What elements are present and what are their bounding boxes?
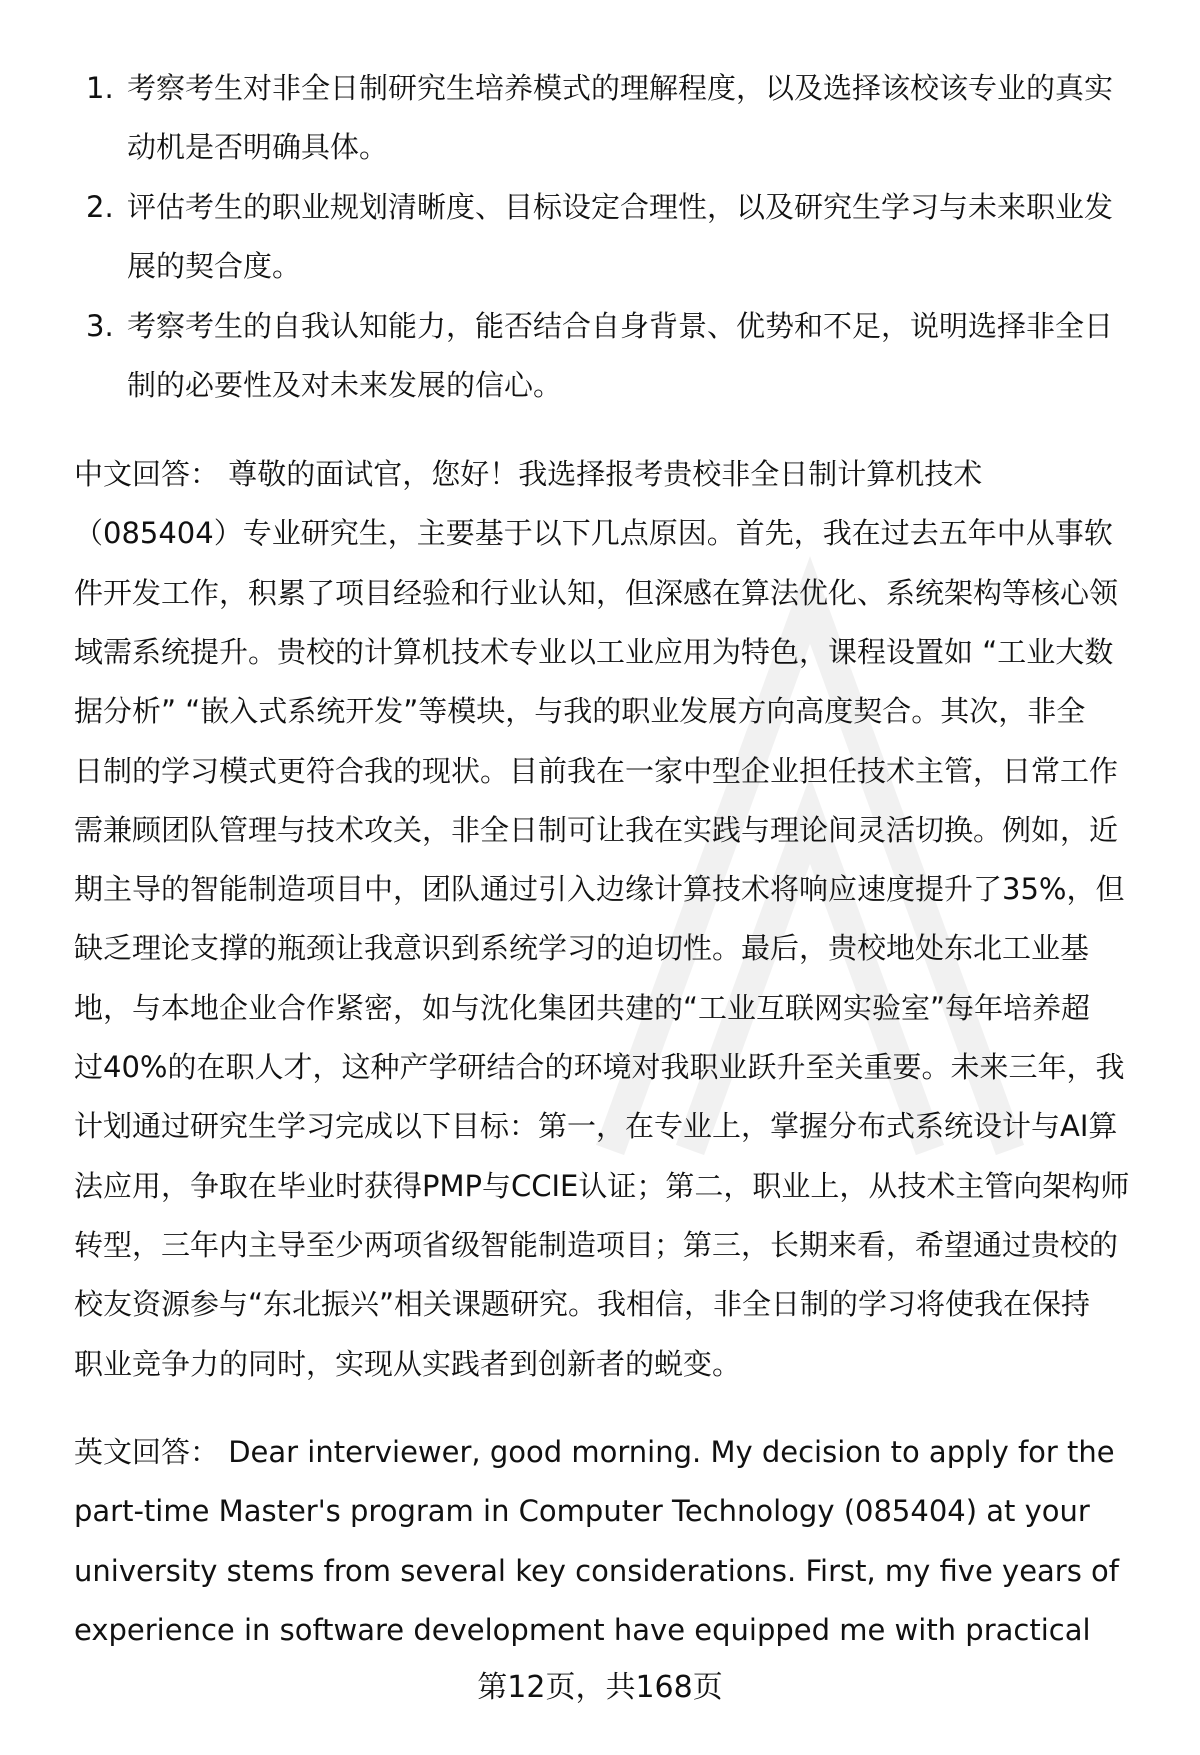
list-item-line: 评估考生的职业规划清晰度、目标设定合理性，以及研究生学习与未来职业发 — [127, 190, 1114, 224]
paragraph-line: 据分析” “嵌入式系统开发”等模块，与我的职业发展方向高度契合。其次，非全 — [74, 694, 1086, 729]
paragraph-line: 转型，三年内主导至少两项省级智能制造项目；第三，长期来看，希望通过贵校的 — [74, 1227, 1119, 1262]
list-item-line: 考察考生的自我认知能力，能否结合自身背景、优势和不足，说明选择非全日 — [127, 309, 1114, 343]
list-item-line: 制的必要性及对未来发展的信心。 — [127, 368, 563, 402]
page-number: 第12页，共168页 — [477, 1670, 723, 1705]
paragraph-line: 件开发工作，积累了项目经验和行业认知，但深感在算法优化、系统架构等核心领 — [74, 575, 1119, 610]
paragraph-line: 英文回答： Dear interviewer, good morning. My decision to apply for the — [74, 1435, 1115, 1469]
list-item-line: 动机是否明确具体。 — [127, 130, 389, 164]
paragraph-line: 缺乏理论支撑的瓶颈让我意识到系统学习的迫切性。最后，贵校地处东北工业基 — [74, 931, 1090, 966]
paragraph-line: （085404）专业研究生，主要基于以下几点原因。首先，我在过去五年中从事软 — [74, 516, 1113, 551]
paragraph-line: part-time Master's program in Computer Technology (085404) at your — [74, 1494, 1090, 1529]
paragraph-line: 期主导的智能制造项目中，团队通过引入边缘计算技术将响应速度提升了35%，但 — [74, 872, 1125, 907]
paragraph-line: 需兼顾团队管理与技术攻关，非全日制可让我在实践与理论间灵活切换。例如，近 — [74, 812, 1119, 847]
paragraph-line: 法应用，争取在毕业时获得PMP与CCIE认证；第二，职业上，从技术主管向架构师 — [74, 1168, 1130, 1203]
list-item-line: 展的契合度。 — [127, 249, 302, 283]
paragraph-line: 职业竞争力的同时，实现从实践者到创新者的蜕变。 — [74, 1346, 742, 1381]
paragraph-line: 中文回答： 尊敬的面试官，您好！我选择报考贵校非全日制计算机技术 — [74, 457, 983, 491]
paragraph-line: experience in software development have equipped me with practical — [74, 1612, 1091, 1647]
paragraph-line: 地，与本地企业合作紧密，如与沈化集团共建的“工业互联网实验室”每年培养超 — [74, 990, 1091, 1025]
list-number: 3. — [86, 309, 114, 343]
list-number: 1. — [86, 71, 114, 105]
paragraph-line: 校友资源参与“东北振兴”相关课题研究。我相信，非全日制的学习将使我在保持 — [74, 1287, 1091, 1322]
paragraph-line: university stems from several key considerations. First, my five years of — [74, 1553, 1120, 1588]
paragraph-line: 域需系统提升。贵校的计算机技术专业以工业应用为特色，课程设置如 “工业大数 — [74, 634, 1114, 669]
paragraph-line: 日制的学习模式更符合我的现状。目前我在一家中型企业担任技术主管，日常工作 — [74, 753, 1119, 788]
list-item-line: 考察考生对非全日制研究生培养模式的理解程度，以及选择该校该专业的真实 — [127, 71, 1114, 105]
list-number: 2. — [86, 190, 114, 224]
paragraph-line: 计划通过研究生学习完成以下目标：第一，在专业上，掌握分布式系统设计与AI算 — [74, 1109, 1118, 1144]
paragraph-line: 过40%的在职人才，这种产学研结合的环境对我职业跃升至关重要。未来三年，我 — [74, 1050, 1125, 1084]
